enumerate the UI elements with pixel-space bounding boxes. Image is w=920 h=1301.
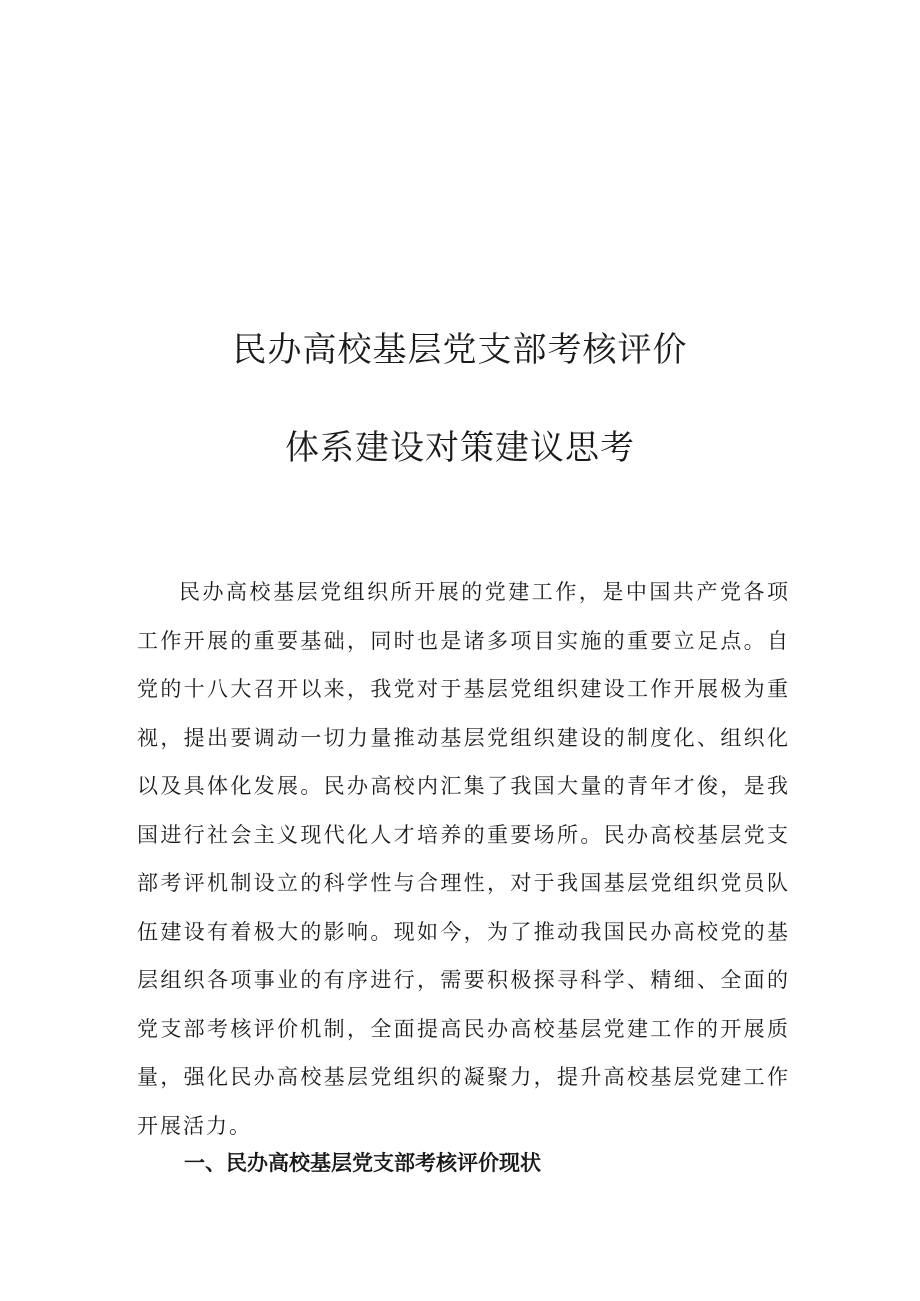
intro-paragraph: 民办高校基层党组织所开展的党建工作，是中国共产党各项工作开展的重要基础，同时也是诸多项目实施的重要立足点。自党的十八大召开以来，我党对于基层党组织建设工作开展极为重视，提出要调动一切力量推动基层党组织建设的制度化、组织化以及具体化发展。民办高校内汇集了我国大量的青年才俊，是我国进行社会主义现代化人才培养的重要场所。民办高校基层党支部考评机制设立的科学性与合理性，对于我国基层党组织党员队伍建设有着极大的影响。现如今，为了推动我国民办高校党的基层组织各项事业的有序进行，需要积极探寻科学、精细、全面的党支部考核评价机制，全面提高民办高校基层党建工作的开展质量，强化民办高校基层党组织的凝聚力，提升高校基层党建工作开展活力。 — [137, 580, 790, 1138]
document-title-line-2: 体系建设对策建议思考 — [285, 428, 635, 468]
section-heading-1: 一、民办高校基层党支部考核评价现状 — [184, 1151, 541, 1175]
document-title-line-1: 民办高校基层党支部考核评价 — [232, 330, 688, 370]
